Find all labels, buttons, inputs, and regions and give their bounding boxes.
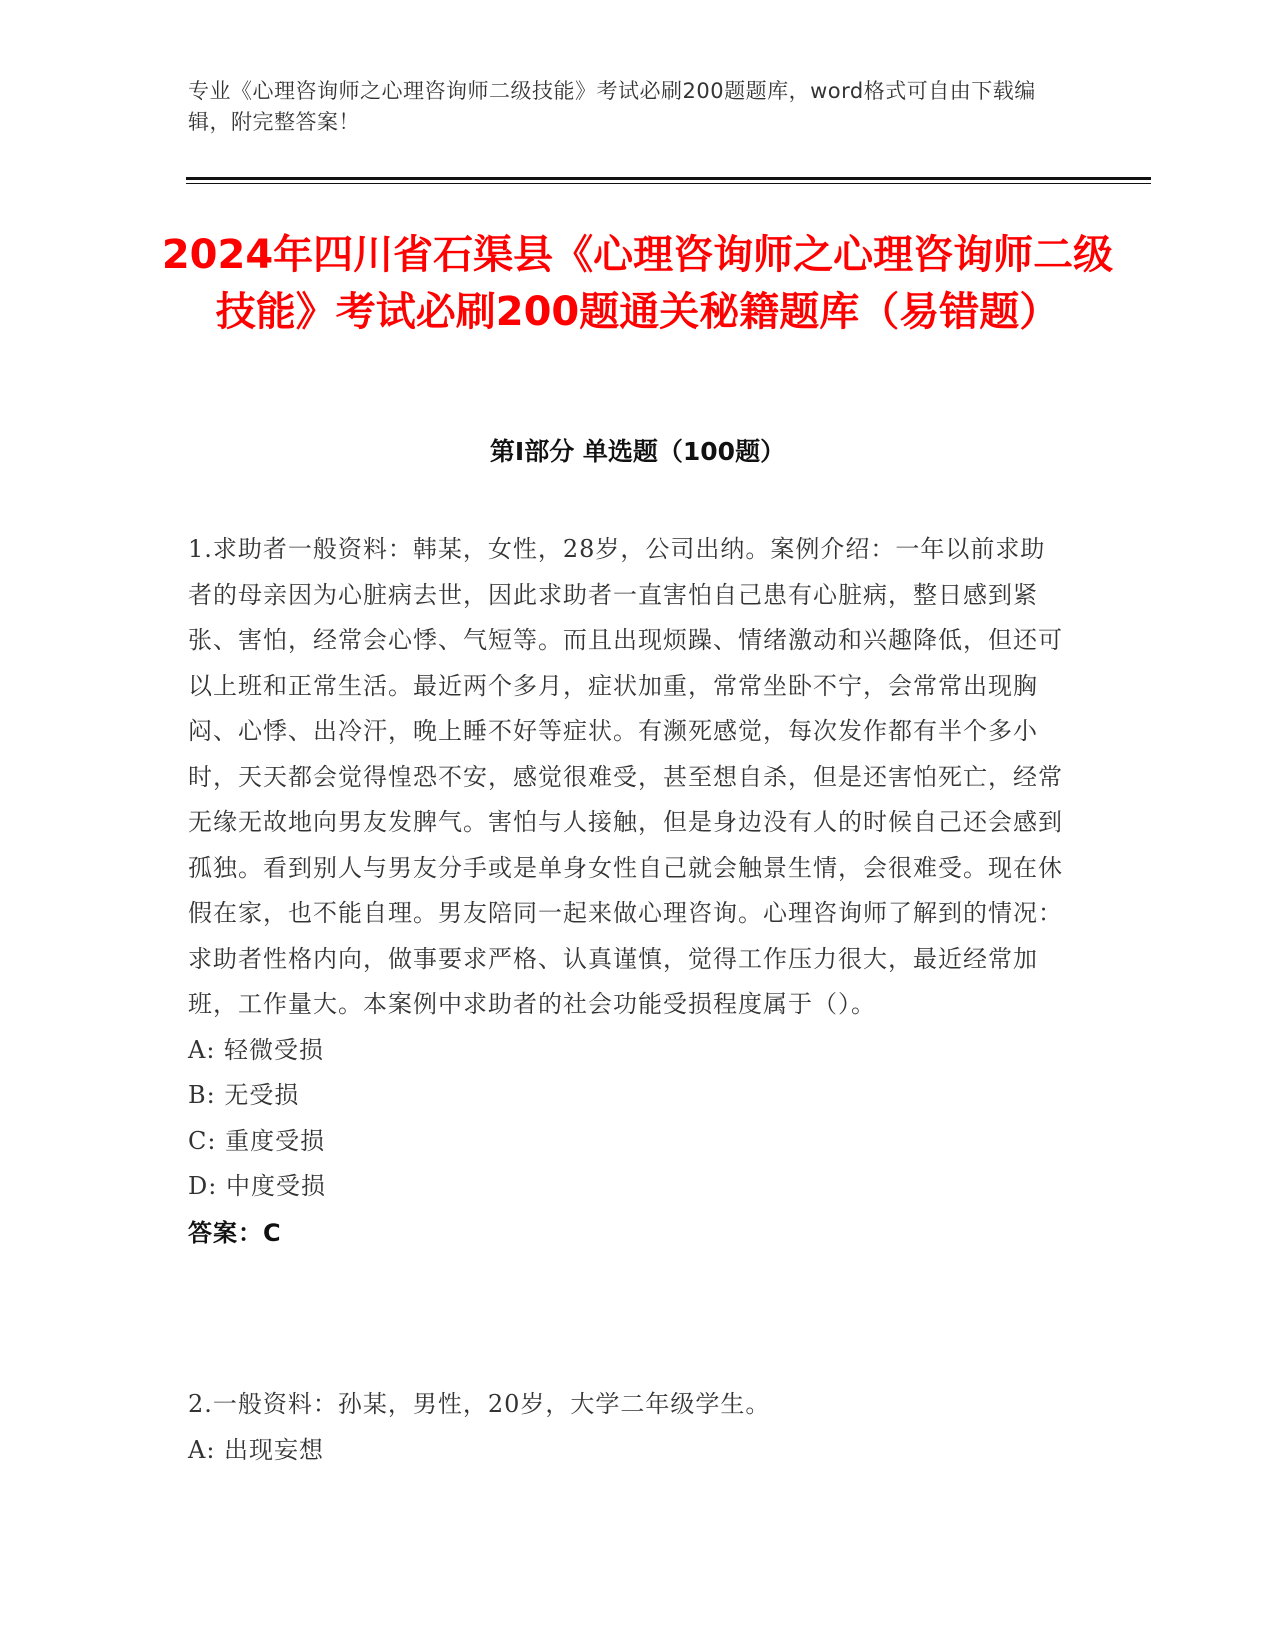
- header-rule-thick: [186, 177, 1151, 180]
- option-d: D: 中度受损: [188, 1172, 326, 1200]
- question-stem: 2.一般资料：孙某，男性，20岁，大学二年级学生。: [188, 1390, 771, 1418]
- document-title: 2024年四川省石渠县《心理咨询师之心理咨询师二级技能》考试必刷200题通关秘籍题库（易错题）: [161, 232, 1114, 335]
- question-stem: 1.求助者一般资料：韩某，女性，28岁，公司出纳。案例介绍：一年以前求助者的母亲因为心脏病去世，因此求助者一直害怕自己患有心脏病，整日感到紧张、害怕，经常会心悸、气短等。而且出现烦躁、情绪激动和兴趣降低，但还可以上班和正常生活。最近两个多月，症状加重，常常坐卧不宁，会常常出现胸闷、心悸、出冷汗，晚上睡不好等症状。有濒死感觉，每次发作都有半个多小时，天天都会觉得惶恐不安，感觉很难受，甚至想自杀，但是还害怕死亡，经常无缘无故地向男友发脾气。害怕与人接触，但是身边没有人的时候自己还会感到孤独。看到别人与男友分手或是单身女性自己就会触景生情，会很难受。现在休假在家，也不能自理。男友陪同一起来做心理咨询。心理咨询师了解到的情况：求助者性格内向，做事要求严格、认真谨慎，觉得工作压力很大，最近经常加班，工作量大。本案例中求助者的社会功能受损程度属于（）。: [188, 535, 1063, 1018]
- option-b: B: 无受损: [188, 1081, 300, 1109]
- question-2: [188, 1382, 1068, 1473]
- header-note: 专业《心理咨询师之心理咨询师二级技能》考试必刷200题题库，word格式可自由下载编辑，附完整答案！: [188, 79, 1036, 134]
- question-1: [188, 527, 1068, 1257]
- header-rule-thin: [186, 183, 1151, 184]
- option-a: A: 轻微受损: [188, 1035, 325, 1064]
- option-a: A: 出现妄想: [188, 1435, 325, 1464]
- section-heading: 第Ⅰ部分 单选题（100题）: [489, 437, 786, 466]
- answer-label: 答案：C: [188, 1218, 282, 1247]
- option-c: C: 重度受损: [188, 1126, 326, 1155]
